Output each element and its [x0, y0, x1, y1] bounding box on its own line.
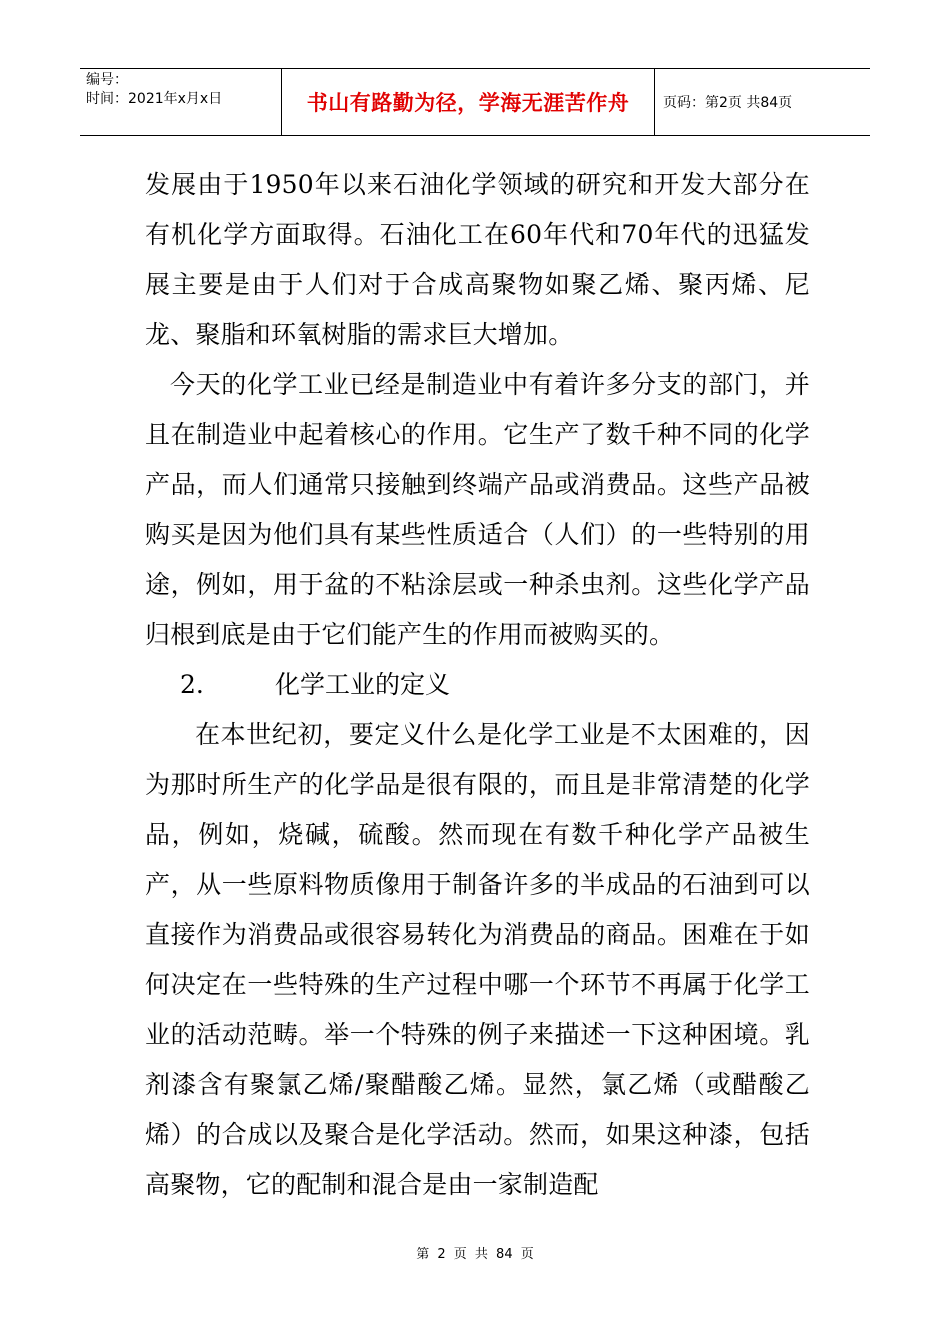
paragraph-2: 今天的化学工业已经是制造业中有着许多分支的部门，并且在制造业中起着核心的作用。它生产了数千种不同的化学产品，而人们通常只接触到终端产品或消费品。这些产品被购买是因为他们具有某些性质适合（人们）的一些特别的用途，例如，用于盆的不粘涂层或一种杀虫剂。这些化学产品归根到底是由于它们能产生的作用而被购买的。 [145, 370, 810, 649]
document-body [145, 160, 810, 1210]
header-page-info: 页码：第2页 共84页 [663, 95, 793, 111]
section-heading [145, 660, 810, 710]
page-footer: 第 2 页 共 84 页 [416, 1247, 534, 1262]
section-number: 2. [180, 670, 204, 699]
header-motto: 书山有路勤为径，学海无涯苦作舟 [282, 69, 655, 135]
section-title: 化学工业的定义 [275, 670, 451, 699]
paragraph-1: 发展由于1950年以来石油化学领域的研究和开发大部分在有机化学方面取得。石油化工在60年代和70年代的迅猛发展主要是由于人们对于合成高聚物如聚乙烯、聚丙烯、尼龙、聚脂和环氧树脂的需求巨大增加。 [145, 170, 810, 349]
paragraph-3: 在本世纪初，要定义什么是化学工业是不太困难的，因为那时所生产的化学品是很有限的，而且是非常清楚的化学品，例如，烧碱，硫酸。然而现在有数千种化学产品被生产，从一些原料物质像用于制备许多的半成品的石油到可以直接作为消费品或很容易转化为消费品的商品。困难在于如何决定在一些特殊的生产过程中哪一个环节不再属于化学工业的活动范畴。举一个特殊的例子来描述一下这种困境。乳剂漆含有聚氯乙烯/聚醋酸乙烯。显然，氯乙烯（或醋酸乙烯）的合成以及聚合是化学活动。然而，如果这种漆，包括高聚物，它的配制和混合是由一家制造配 [145, 720, 810, 1199]
header-meta [80, 69, 282, 135]
document-date: 时间：2021年x月x日 [86, 91, 223, 107]
page-header [80, 68, 870, 136]
document-number-label: 编号： [86, 72, 128, 88]
